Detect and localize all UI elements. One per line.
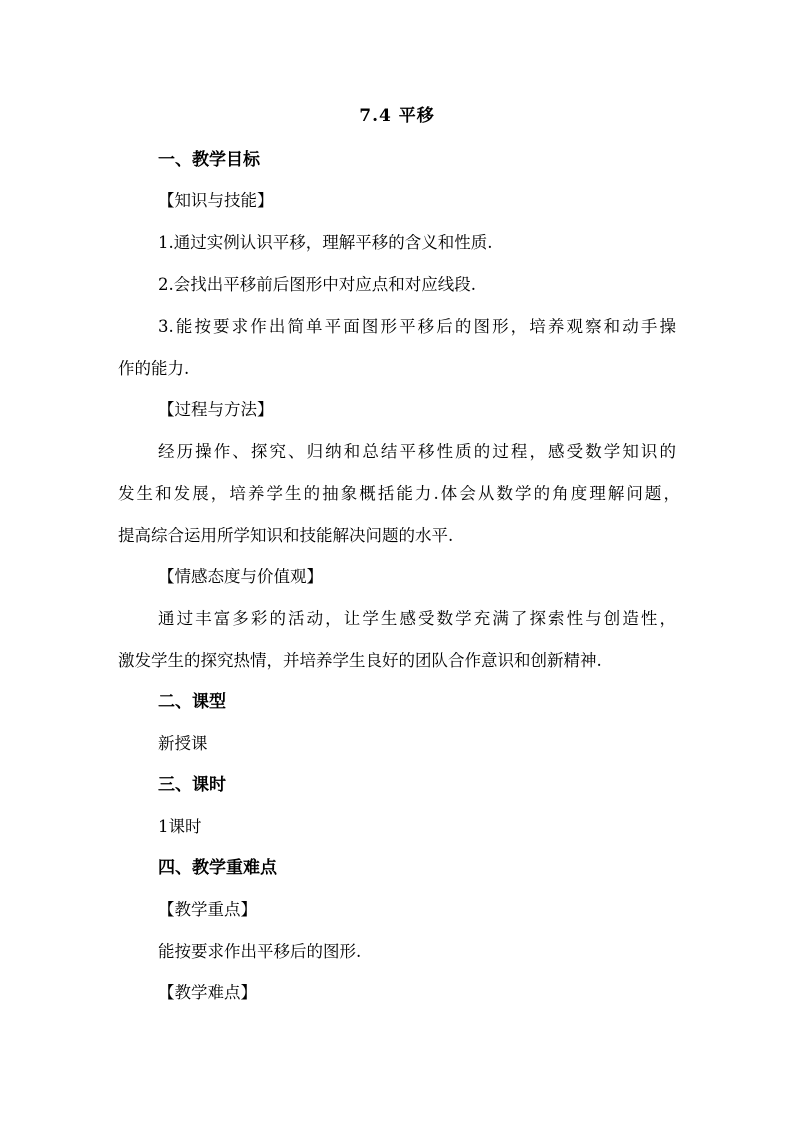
process-line-2: 发生和发展，培养学生的抽象概括能力.体会从数学的角度理解问题， [118,484,680,503]
process-line-3: 提高综合运用所学知识和技能解决问题的水平. [118,526,454,545]
section-heading-goals: 一、教学目标 [158,150,260,170]
page-title: 7.4 平移 [359,106,435,126]
subsection-label-process: 【过程与方法】 [158,400,274,419]
type-value: 新授课 [158,734,208,753]
section-heading-type: 二、课型 [158,692,226,712]
subsection-label-key-point: 【教学重点】 [158,900,257,919]
knowledge-item-3: 3.能按要求作出简单平面图形平移后的图形，培养观察和动手操 [158,317,676,336]
emotion-line-2: 激发学生的探究热情，并培养学生良好的团队合作意识和创新精神. [118,651,602,670]
key-point-value: 能按要求作出平移后的图形. [158,942,362,961]
emotion-line-1: 通过丰富多彩的活动，让学生感受数学充满了探索性与创造性， [158,609,676,628]
knowledge-item-1: 1.通过实例认识平移，理解平移的含义和性质. [158,233,493,252]
subsection-label-knowledge: 【知识与技能】 [158,191,274,210]
knowledge-item-3-continued: 作的能力. [118,359,190,378]
section-heading-key-difficulty: 四、教学重难点 [158,858,277,878]
process-line-1: 经历操作、探究、归纳和总结平移性质的过程，感受数学知识的 [158,442,676,461]
knowledge-item-2: 2.会找出平移前后图形中对应点和对应线段. [158,275,476,294]
period-value: 1课时 [158,817,202,836]
subsection-label-emotion: 【情感态度与价值观】 [158,567,323,586]
subsection-label-difficulty: 【教学难点】 [158,983,257,1002]
section-heading-period: 三、课时 [158,775,226,795]
